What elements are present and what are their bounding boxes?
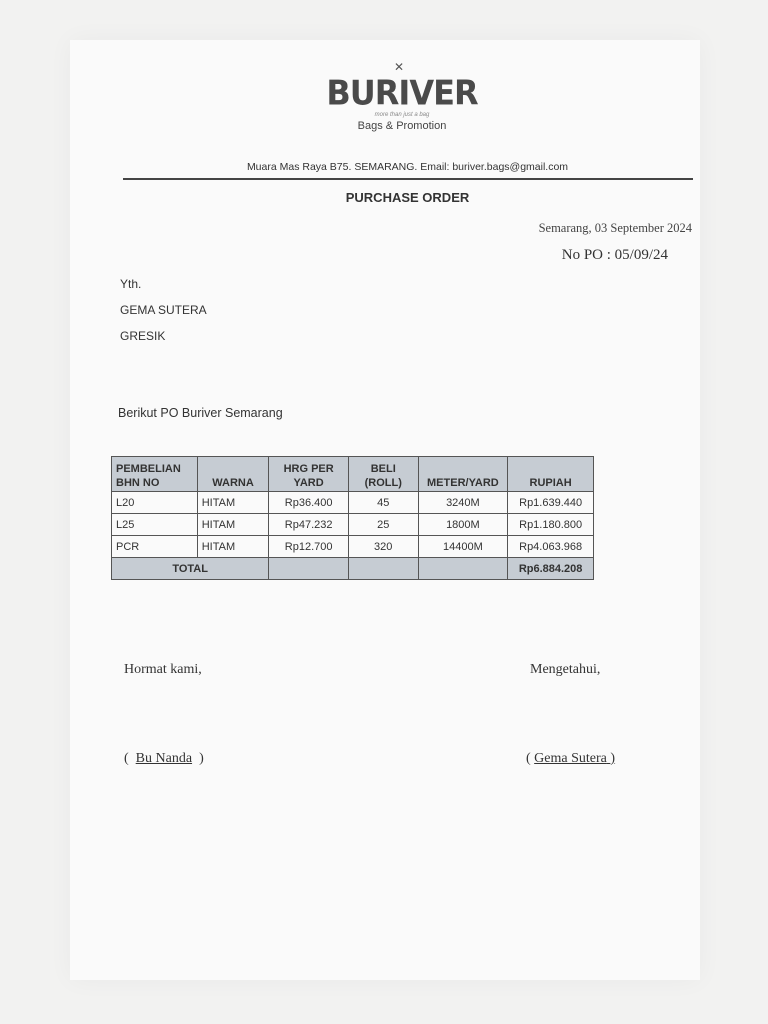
header-cell: BELI (ROLL)	[348, 457, 418, 492]
header-cell: METER/YARD	[418, 457, 508, 492]
company-logo	[322, 60, 482, 140]
signatory-left: ( Bu Nanda )	[124, 751, 204, 766]
table-header-row	[112, 457, 594, 492]
table-cell: Rp47.232	[269, 514, 349, 536]
table-cell: Rp4.063.968	[508, 536, 594, 558]
company-address: Muara Mas Raya B75. SEMARANG. Email: buriver.bags@gmail.com	[246, 161, 569, 173]
total-label: TOTAL	[112, 558, 269, 580]
header-cell: HRG PER YARD	[269, 457, 349, 492]
recipient-city: GRESIK	[120, 329, 166, 343]
table-cell: HITAM	[197, 514, 269, 536]
header-divider	[123, 178, 693, 180]
closing-right: Mengetahui,	[530, 662, 601, 677]
header-cell: WARNA	[197, 457, 269, 492]
order-table	[111, 456, 594, 580]
table-cell	[348, 558, 418, 580]
document-date: Semarang, 03 September 2024	[538, 221, 692, 235]
recipient-greeting: Yth.	[120, 277, 142, 291]
total-row	[112, 558, 594, 580]
table-row	[112, 514, 594, 536]
table-cell: L20	[112, 492, 198, 514]
total-value: Rp6.884.208	[508, 558, 594, 580]
table-cell: 3240M	[418, 492, 508, 514]
signatory-right-name: Gema Sutera )	[534, 751, 616, 766]
table-cell: PCR	[112, 536, 198, 558]
document-title: PURCHASE ORDER	[345, 190, 470, 205]
table-cell: 1800M	[418, 514, 508, 536]
table-cell: L25	[112, 514, 198, 536]
table-cell: 45	[348, 492, 418, 514]
po-number: No PO : 05/09/24	[561, 247, 668, 263]
logo-tagline: more than just a bag	[374, 112, 430, 118]
table-cell: 14400M	[418, 536, 508, 558]
table-cell: Rp1.180.800	[508, 514, 594, 536]
signatory-right: ( Gema Sutera )	[526, 751, 616, 766]
logo-mark-icon: ✕	[394, 60, 405, 74]
table-cell: Rp36.400	[269, 492, 349, 514]
table-cell	[418, 558, 508, 580]
table-cell: HITAM	[197, 536, 269, 558]
signatory-left-name: Bu Nanda	[135, 751, 193, 766]
recipient-name: GEMA SUTERA	[120, 303, 207, 317]
logo-wordmark: BURIVER	[326, 73, 478, 113]
table-cell	[269, 558, 349, 580]
header-cell: RUPIAH	[508, 457, 594, 492]
table-cell: Rp12.700	[269, 536, 349, 558]
table-cell: Rp1.639.440	[508, 492, 594, 514]
closing-left: Hormat kami,	[124, 662, 202, 677]
table-cell: HITAM	[197, 492, 269, 514]
header-cell: PEMBELIAN BHN NO	[112, 457, 198, 492]
intro-text: Berikut PO Buriver Semarang	[118, 406, 283, 420]
table-row	[112, 492, 594, 514]
table-row	[112, 536, 594, 558]
table-cell: 320	[348, 536, 418, 558]
logo-subtitle: Bags & Promotion	[357, 120, 447, 132]
table-cell: 25	[348, 514, 418, 536]
